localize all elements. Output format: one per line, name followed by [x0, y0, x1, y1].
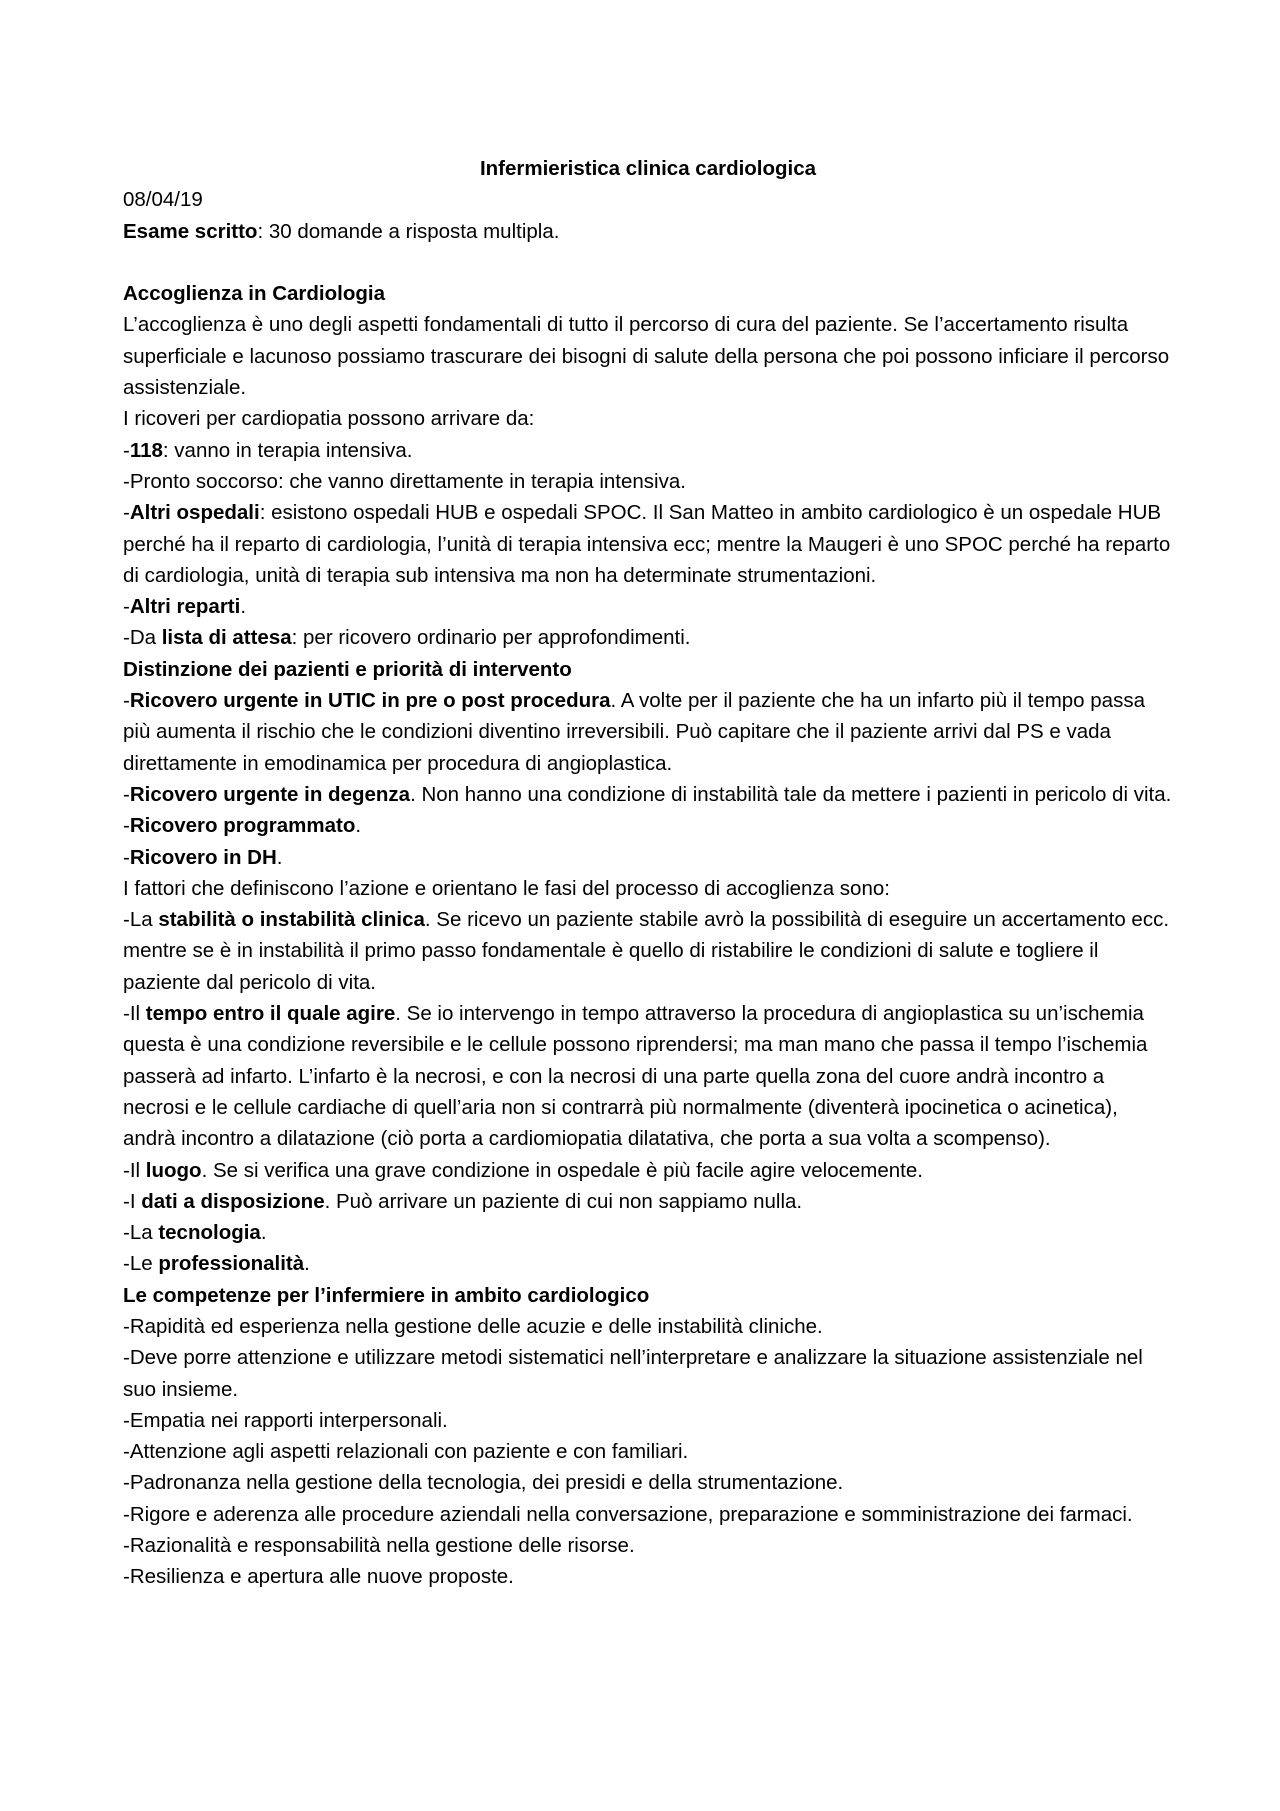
item-bold: Ricovero urgente in degenza [129, 782, 411, 806]
list-item-fattore [123, 998, 1173, 1154]
list-item-ricovero [123, 779, 1173, 810]
item-text: . Non hanno una condizione di instabilità tale da mettere i pazienti in pericolo di vita. [410, 782, 1172, 806]
item-text: . [260, 1221, 267, 1245]
list-item-fattore [123, 904, 1173, 998]
item-text: . Può arrivare un paziente di cui non sappiamo nulla. [324, 1189, 803, 1213]
paragraph-accoglienza-intro: L’accoglienza è uno degli aspetti fondamentali di tutto il percorso di cura del paziente. Se l’accertamento risulta superficiale e lacunoso possiamo trascurare dei bisogni di salute della persona che poi possono inficiare il percorso assistenziale. [123, 313, 1170, 400]
item-bold: Ricovero urgente in UTIC in pre o post procedura [129, 689, 611, 713]
list-item-competenza: -Rigore e aderenza alle procedure aziendali nella conversazione, preparazione e somministrazione dei farmaci. [123, 1502, 1133, 1526]
item-bold: luogo [145, 1158, 202, 1182]
item-text: . A volte per il paziente che ha un infarto più il tempo passa più aumenta il rischio che le condizioni diventino irreversibili. Può capitare che il paziente arrivi dal PS e vada direttamente in emodinamica per procedura di angioplastica. [123, 689, 1145, 775]
blank-line [123, 247, 1173, 278]
item-bold: Ricovero programmato [129, 814, 356, 838]
item-text: : esistono ospedali HUB e ospedali SPOC. Il San Matteo in ambito cardiologico è un ospedale HUB perché ha il reparto di cardiologia, l’unità di terapia intensiva ecc; mentre la Maugeri è uno SPOC perché ha reparto di cardiologia, unità di terapia sub intensiva ma non ha determinate strumentazioni. [123, 501, 1171, 587]
exam-label: Esame scritto [123, 219, 258, 243]
item-bold: Altri reparti [129, 595, 241, 619]
item-text: . [304, 1252, 310, 1276]
item-prefix: -Pronto soccorso: che vanno direttamente in terapia intensiva. [123, 469, 686, 493]
item-bold: Ricovero in DH [129, 845, 277, 869]
section-heading-text: Le competenze per l’infermiere in ambito cardiologico [123, 1283, 650, 1307]
list-item-fattore [123, 1186, 1173, 1217]
item-prefix: -Il [123, 1158, 146, 1182]
item-prefix: - [123, 689, 130, 713]
item-bold: 118 [129, 438, 163, 462]
list-item-competenza: -Rapidità ed esperienza nella gestione delle acuzie e delle instabilità cliniche. [123, 1314, 823, 1338]
list-item-ricovero [123, 685, 1173, 779]
list-item-fattore [123, 1155, 1173, 1186]
list-item-fattore [123, 1217, 1173, 1248]
list-item-competenza: -Attenzione agli aspetti relazionali con paziente e con familiari. [123, 1440, 689, 1464]
item-prefix: -Le [123, 1252, 159, 1276]
item-bold: tempo entro il quale agire [145, 1002, 396, 1026]
page-title: Infermieristica clinica cardiologica [479, 157, 817, 180]
item-text: . Se si verifica una grave condizione in ospedale è più facile agire velocemente. [201, 1158, 923, 1182]
item-text: . [240, 595, 247, 619]
section-heading-competenze [123, 1280, 1173, 1311]
item-prefix: -Il [123, 1002, 146, 1026]
item-text: . [355, 814, 362, 838]
list-item-source [123, 622, 1173, 653]
item-prefix: -Da [123, 626, 162, 650]
item-text: . [276, 845, 283, 869]
document-body [123, 153, 1173, 1593]
item-prefix: - [123, 438, 130, 462]
item-prefix: - [123, 814, 130, 838]
list-item-competenza: -Razionalità e responsabilità nella gestione delle risorse. [123, 1534, 635, 1558]
list-item-source [123, 591, 1173, 622]
item-prefix: -La [123, 1221, 159, 1245]
item-prefix: - [123, 501, 130, 525]
paragraph-ricoveri-intro: I ricoveri per cardiopatia possono arrivare da: [123, 407, 535, 431]
section-heading-distinzione [123, 654, 1173, 685]
list-item-fattore [123, 1248, 1173, 1279]
list-item-competenza: -Empatia nei rapporti interpersonali. [123, 1408, 448, 1432]
item-bold: tecnologia [158, 1221, 261, 1245]
list-item-ricovero [123, 810, 1173, 841]
paragraph-fattori-intro: I fattori che definiscono l’azione e orientano le fasi del processo di accoglienza sono: [123, 876, 890, 900]
item-text: : per ricovero ordinario per approfondimenti. [291, 626, 691, 650]
item-bold: professionalità [158, 1252, 305, 1276]
list-item-competenza: -Resilienza e apertura alle nuove proposte. [123, 1565, 514, 1589]
item-prefix: -La [123, 908, 159, 932]
item-bold: lista di attesa [161, 626, 292, 650]
item-bold: stabilità o instabilità clinica [158, 908, 425, 932]
item-text: . Se ricevo un paziente stabile avrò la possibilità di eseguire un accertamento ecc. mentre se è in instabilità il primo passo fondamentale è quello di ristabilire le condizioni di salute e togliere il paziente dal pericolo di vita. [123, 908, 1170, 994]
item-prefix: - [123, 845, 130, 869]
section-heading-text: Accoglienza in Cardiologia [123, 282, 385, 306]
list-item-source [123, 435, 1173, 466]
section-heading-accoglienza [123, 278, 1173, 309]
item-bold: dati a disposizione [141, 1189, 325, 1213]
item-bold: Altri ospedali [129, 501, 260, 525]
list-item-competenza: -Padronanza nella gestione della tecnologia, dei presidi e della strumentazione. [123, 1471, 844, 1495]
list-item-source [123, 497, 1173, 591]
exam-line [123, 216, 1173, 247]
item-text: : vanno in terapia intensiva. [162, 438, 413, 462]
item-prefix: -I [123, 1189, 142, 1213]
item-text: . Se io intervengo in tempo attraverso la procedura di angioplastica su un’ischemia questa è una condizione reversibile e le cellule possono riprendersi; ma man mano che passa il tempo l’ischemia passerà ad infarto. L’infarto è la necrosi, e con la necrosi di una parte quella zona del cuore andrà incontro a necrosi e le cellule cardiache di quell’aria non si contrarrà più normalmente (diventerà ipocinetica o acinetica), andrà incontro a dilatazione (ciò porta a cardiomiopatia dilatativa, che porta a sua volta a scompenso). [123, 1002, 1148, 1151]
list-item-ricovero [123, 842, 1173, 873]
list-item-source [123, 466, 1173, 497]
item-prefix: - [123, 782, 130, 806]
section-heading-text: Distinzione dei pazienti e priorità di intervento [123, 657, 572, 681]
lecture-date: 08/04/19 [123, 188, 203, 212]
exam-text: : 30 domande a risposta multipla. [257, 219, 560, 243]
item-prefix: - [123, 595, 130, 619]
list-item-competenza: -Deve porre attenzione e utilizzare metodi sistematici nell’interpretare e analizzare la situazione assistenziale nel suo insieme. [123, 1346, 1143, 1401]
